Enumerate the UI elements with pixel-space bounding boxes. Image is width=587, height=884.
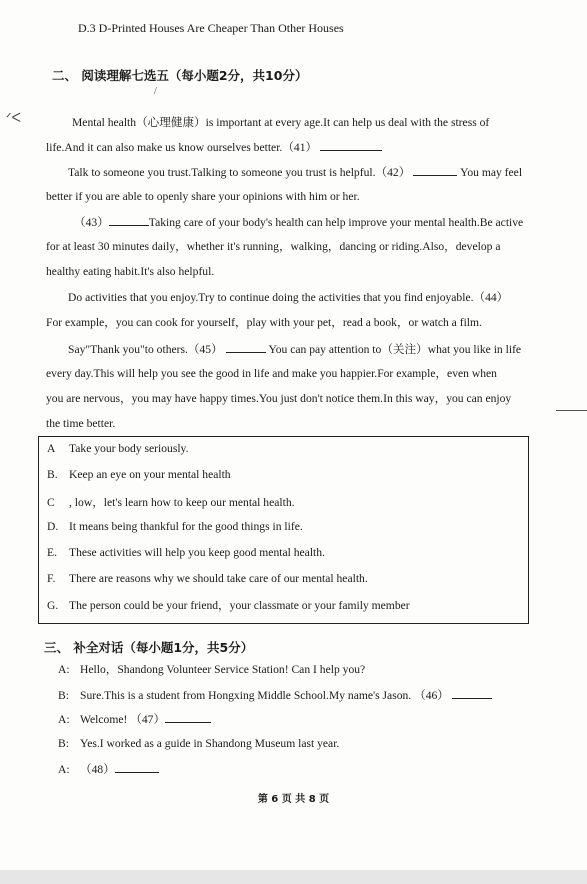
passage-p5-line4: the time better.	[46, 417, 116, 430]
section2-title: 二、 阅读理解七选五（每小题2分，共10分）	[52, 68, 308, 83]
dialogue-speaker: A:	[58, 763, 70, 776]
option-e[interactable]	[47, 546, 325, 559]
option-text: It means being thankful for the good things in life.	[69, 520, 303, 533]
dialogue-speaker: A:	[58, 663, 70, 676]
dialogue-speaker: A:	[58, 713, 70, 726]
passage-p3-text-post: Taking care of your body's health can help improve your mental health.Be active	[148, 216, 524, 229]
passage-p5-line3: you are nervous，you may have happy times.You just don't notice them.In this way，you can enjoy	[46, 392, 512, 405]
margin-rule	[556, 410, 587, 411]
page-number-footer: 第 6 页 共 8 页	[257, 794, 330, 805]
option-letter: A	[47, 442, 56, 455]
margin-scribble: ᐟᐸ	[6, 110, 21, 125]
option-letter: C	[47, 496, 55, 509]
passage-p4-line2: For example，you can cook for yourself，play with your pet，read a book，or watch a film.	[46, 316, 482, 329]
dialogue-line-3	[58, 711, 211, 728]
dialogue-text: Yes.I worked as a guide in Shandong Museum last year.	[80, 737, 340, 750]
section3-title: 三、 补全对话（每小题1分，共5分）	[44, 640, 254, 655]
passage-p3-line1	[74, 214, 523, 231]
option-letter: B.	[47, 468, 58, 481]
passage-p2-line2: better if you are able to openly share your opinions with him or her.	[46, 190, 360, 203]
option-letter: D.	[47, 520, 59, 533]
option-b[interactable]	[47, 468, 231, 481]
dialogue-speaker: B:	[58, 737, 69, 750]
option-text: Take your body seriously.	[69, 442, 189, 455]
answer-blank-47[interactable]	[165, 711, 211, 723]
pen-mark: /	[154, 86, 157, 97]
passage-p5-line1	[68, 341, 521, 358]
dialogue-text: Sure.This is a student from Hongxing Middle School.My name's Jason.	[80, 689, 412, 702]
option-f[interactable]	[47, 572, 368, 585]
options-box	[38, 436, 529, 624]
answer-blank-46[interactable]	[452, 687, 492, 699]
option-d[interactable]	[47, 520, 303, 533]
passage-p3-line3: healthy eating habit.It's also helpful.	[46, 265, 215, 278]
passage-p2-text-post: You may feel	[460, 166, 523, 179]
passage-p5-text-pre: Say"Thank you"to others.（45）	[68, 343, 223, 356]
dialogue-line-2	[58, 687, 492, 704]
passage-p3-line2: for at least 30 minutes daily，whether it's running，walking，dancing or riding.Also，develop a	[46, 240, 501, 253]
option-c[interactable]	[47, 494, 295, 510]
answer-blank-48[interactable]	[115, 761, 159, 773]
dialogue-blank-label: （47）	[130, 713, 166, 726]
dialogue-line-5	[58, 761, 159, 778]
passage-p1-line2-text: life.And it can also make us know ourselves better.（41）	[46, 141, 318, 154]
option-letter: E.	[47, 546, 57, 559]
option-g[interactable]	[47, 597, 410, 613]
passage-p2-line1	[68, 164, 522, 181]
passage-p5-line2: every day.This will help you see the good in life and make you happier.For example，even when	[46, 367, 497, 380]
option-text: , low，let's learn how to keep our mental health.	[69, 496, 295, 509]
passage-p2-text-pre: Talk to someone you trust.Talking to someone you trust is helpful.（42）	[68, 166, 411, 179]
previous-question-option-d: D.3 D-Printed Houses Are Cheaper Than Other Houses	[78, 21, 344, 35]
option-letter: G.	[47, 599, 59, 612]
option-text: Keep an eye on your mental health	[69, 468, 231, 481]
answer-blank-45[interactable]	[226, 341, 266, 353]
dialogue-line-1	[58, 662, 365, 678]
dialogue-line-4	[58, 736, 339, 752]
answer-blank-42[interactable]	[413, 164, 457, 176]
dialogue-blank-label: （46）	[414, 689, 449, 702]
dialogue-text: Hello，Shandong Volunteer Service Station! Can I help you?	[80, 663, 366, 676]
option-text: The person could be your friend，your classmate or your family member	[69, 599, 410, 612]
dialogue-blank-label: （48）	[80, 763, 115, 776]
answer-blank-41[interactable]	[320, 139, 382, 151]
dialogue-speaker: B:	[58, 689, 69, 702]
passage-p1-line2	[46, 139, 382, 156]
answer-blank-43[interactable]	[109, 214, 149, 226]
passage-p1-line1: Mental health（心理健康）is important at every age.It can help us deal with the stress of	[72, 116, 490, 129]
passage-p4-line1: Do activities that you enjoy.Try to continue doing the activities that you find enjoyable.（44）	[68, 291, 509, 304]
scan-bottom-edge	[0, 870, 587, 884]
option-letter: F.	[47, 572, 56, 585]
option-text: There are reasons why we should take care of our mental health.	[69, 572, 368, 585]
dialogue-text: Welcome!	[80, 713, 128, 726]
option-text: These activities will help you keep good mental health.	[69, 546, 325, 559]
passage-p3-text-pre: （43）	[74, 216, 109, 229]
passage-p5-text-post: You can pay attention to（关注）what you like in life	[268, 343, 522, 356]
option-a[interactable]	[47, 442, 189, 455]
